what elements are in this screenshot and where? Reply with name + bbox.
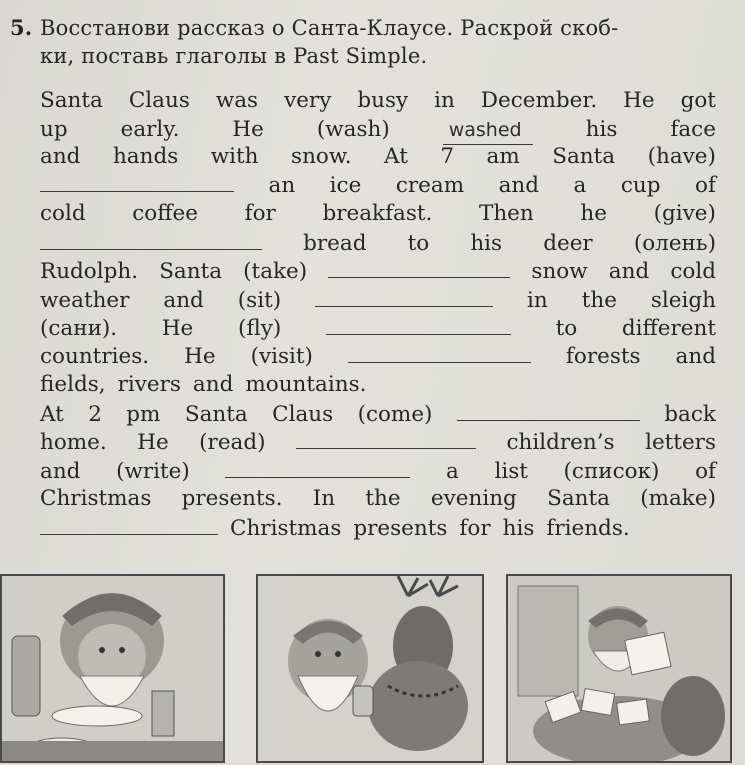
story-word: home.: [40, 430, 107, 455]
story-line: [40, 286, 716, 315]
story-word: He: [232, 117, 264, 142]
story-word: cold: [670, 259, 716, 284]
story-word: back: [664, 402, 716, 427]
story-line: [40, 171, 716, 200]
story-word: got: [680, 88, 716, 113]
story-word: Rudolph.: [40, 259, 139, 284]
story-word: Santa: [40, 88, 103, 113]
story-word: pm: [126, 402, 161, 427]
story-word: (wash): [316, 117, 390, 142]
story-word: (have): [647, 144, 716, 169]
story-word: early.: [120, 117, 180, 142]
story-line: [40, 342, 716, 371]
task-heading: [10, 14, 730, 70]
story-word: up: [40, 117, 68, 142]
story-word: weather: [40, 288, 130, 313]
story-word: He: [137, 430, 169, 455]
story-word: of: [695, 459, 716, 484]
story-word: coffee: [132, 201, 198, 226]
story-word: his: [502, 516, 535, 541]
story-line: [40, 87, 716, 115]
story-word: December.: [480, 88, 598, 113]
story-word: friends.: [546, 516, 630, 541]
story-line: [40, 143, 716, 171]
story-word: Santa: [552, 144, 616, 169]
story-word: for: [459, 516, 491, 541]
story-word: Santa: [184, 402, 248, 427]
story-word: cup: [620, 173, 661, 198]
filled-answer: washed: [443, 116, 533, 145]
story-word: hands: [112, 144, 179, 169]
story-line: [40, 257, 716, 286]
story-word: In: [312, 486, 336, 511]
story-word: (сани).: [40, 316, 118, 341]
story-word: face: [670, 117, 716, 142]
story-word: (fly): [237, 316, 282, 341]
story-word: and: [498, 173, 540, 198]
story-word: to: [555, 316, 578, 341]
answer-blank[interactable]: [326, 314, 511, 335]
answer-blank[interactable]: [328, 257, 510, 278]
story-word: for: [244, 201, 276, 226]
story-word: and: [675, 344, 716, 369]
story-word: breakfast.: [322, 201, 433, 226]
story-word: 7: [440, 144, 455, 169]
story-word: (visit): [250, 344, 313, 369]
story-word: Claus: [128, 88, 190, 113]
story-word: Santa: [547, 486, 610, 511]
story-line: [40, 229, 716, 258]
story-line: [40, 514, 716, 543]
story-word: letters: [645, 430, 716, 455]
story-word: At: [40, 402, 64, 427]
story-word: different: [621, 316, 716, 341]
story-word: was: [215, 88, 259, 113]
illustration-santa-feeding-deer: [256, 574, 484, 763]
story-word: and: [608, 259, 650, 284]
answer-blank[interactable]: [315, 286, 493, 307]
story-word: forests: [565, 344, 641, 369]
story-word: a: [446, 459, 459, 484]
story-word: and: [40, 144, 81, 169]
story-word: Then: [479, 201, 534, 226]
answer-blank[interactable]: [348, 342, 531, 363]
story-word: Christmas: [40, 486, 152, 511]
story-word: his: [585, 117, 618, 142]
story-word: children’s: [506, 430, 615, 455]
illustration-santa-reading-letters: [506, 574, 732, 763]
illustration-santa-breakfast: [0, 574, 225, 763]
story-word: an: [268, 173, 296, 198]
story-word: (come): [357, 402, 433, 427]
story-word: of: [695, 173, 716, 198]
story-line: [40, 485, 716, 513]
story-word: in: [527, 288, 548, 313]
task-instruction-line-2: ки, поставь глаголы в Past Simple.: [40, 44, 428, 68]
story-word: bread: [303, 231, 367, 256]
answer-blank[interactable]: [40, 171, 234, 192]
story-word: (write): [116, 459, 190, 484]
story-word: (give): [653, 201, 716, 226]
story-line: [40, 457, 716, 486]
answer-blank[interactable]: [40, 514, 218, 535]
story-word: with: [210, 144, 259, 169]
story-word: am: [486, 144, 520, 169]
story-word: in: [434, 88, 455, 113]
story-word: evening: [430, 486, 517, 511]
story-word: and: [163, 288, 204, 313]
answer-blank[interactable]: [225, 457, 410, 478]
story-word: (make): [640, 486, 716, 511]
story-word: He: [184, 344, 216, 369]
story-word: At: [384, 144, 408, 169]
answer-blank[interactable]: [40, 229, 262, 250]
answer-blank[interactable]: [296, 428, 476, 449]
story-word: cold: [40, 201, 86, 226]
story-line: [40, 314, 716, 343]
story-word: countries.: [40, 344, 150, 369]
story-word: he: [580, 201, 607, 226]
story-word: and: [40, 459, 81, 484]
story-word: rivers: [117, 372, 181, 397]
task-number: 5.: [10, 15, 33, 40]
story-word: cream: [395, 173, 465, 198]
story-line: [40, 116, 716, 145]
story-word: presents: [353, 516, 448, 541]
task-instruction-line-1: Восстанови рассказ о Санта-Клаусе. Раскрой скоб-: [40, 16, 619, 40]
story-word: (read): [199, 430, 266, 455]
story-word: very: [284, 88, 332, 113]
story-word: list: [494, 459, 528, 484]
story-word: the: [365, 486, 401, 511]
story-word: (список): [563, 459, 660, 484]
story-word: snow: [531, 259, 588, 284]
story-word: Christmas: [230, 516, 342, 541]
story-word: his: [470, 231, 503, 256]
story-word: busy: [357, 88, 409, 113]
story-line: [40, 200, 716, 228]
story-line: [40, 371, 716, 399]
story-word: the: [581, 288, 617, 313]
story-word: to: [407, 231, 430, 256]
story-word: 2: [88, 402, 102, 427]
story-word: Santa: [159, 259, 223, 284]
story-word: ice: [329, 173, 362, 198]
story-word: (олень): [633, 231, 716, 256]
story-word: sleigh: [650, 288, 716, 313]
answer-blank[interactable]: [457, 400, 640, 421]
story-word: fields,: [40, 372, 106, 397]
story-word: and: [192, 372, 234, 397]
story-word: (sit): [237, 288, 282, 313]
story-word: He: [623, 88, 655, 113]
story-word: (take): [243, 259, 308, 284]
story-word: deer: [543, 231, 593, 256]
story-word: presents.: [181, 486, 283, 511]
story-word: Claus: [272, 402, 334, 427]
story-line: [40, 400, 716, 429]
story-word: He: [161, 316, 194, 341]
story-line: [40, 428, 716, 457]
story-word: a: [573, 173, 587, 198]
story-word: mountains.: [245, 372, 367, 397]
story-word: snow.: [291, 144, 352, 169]
